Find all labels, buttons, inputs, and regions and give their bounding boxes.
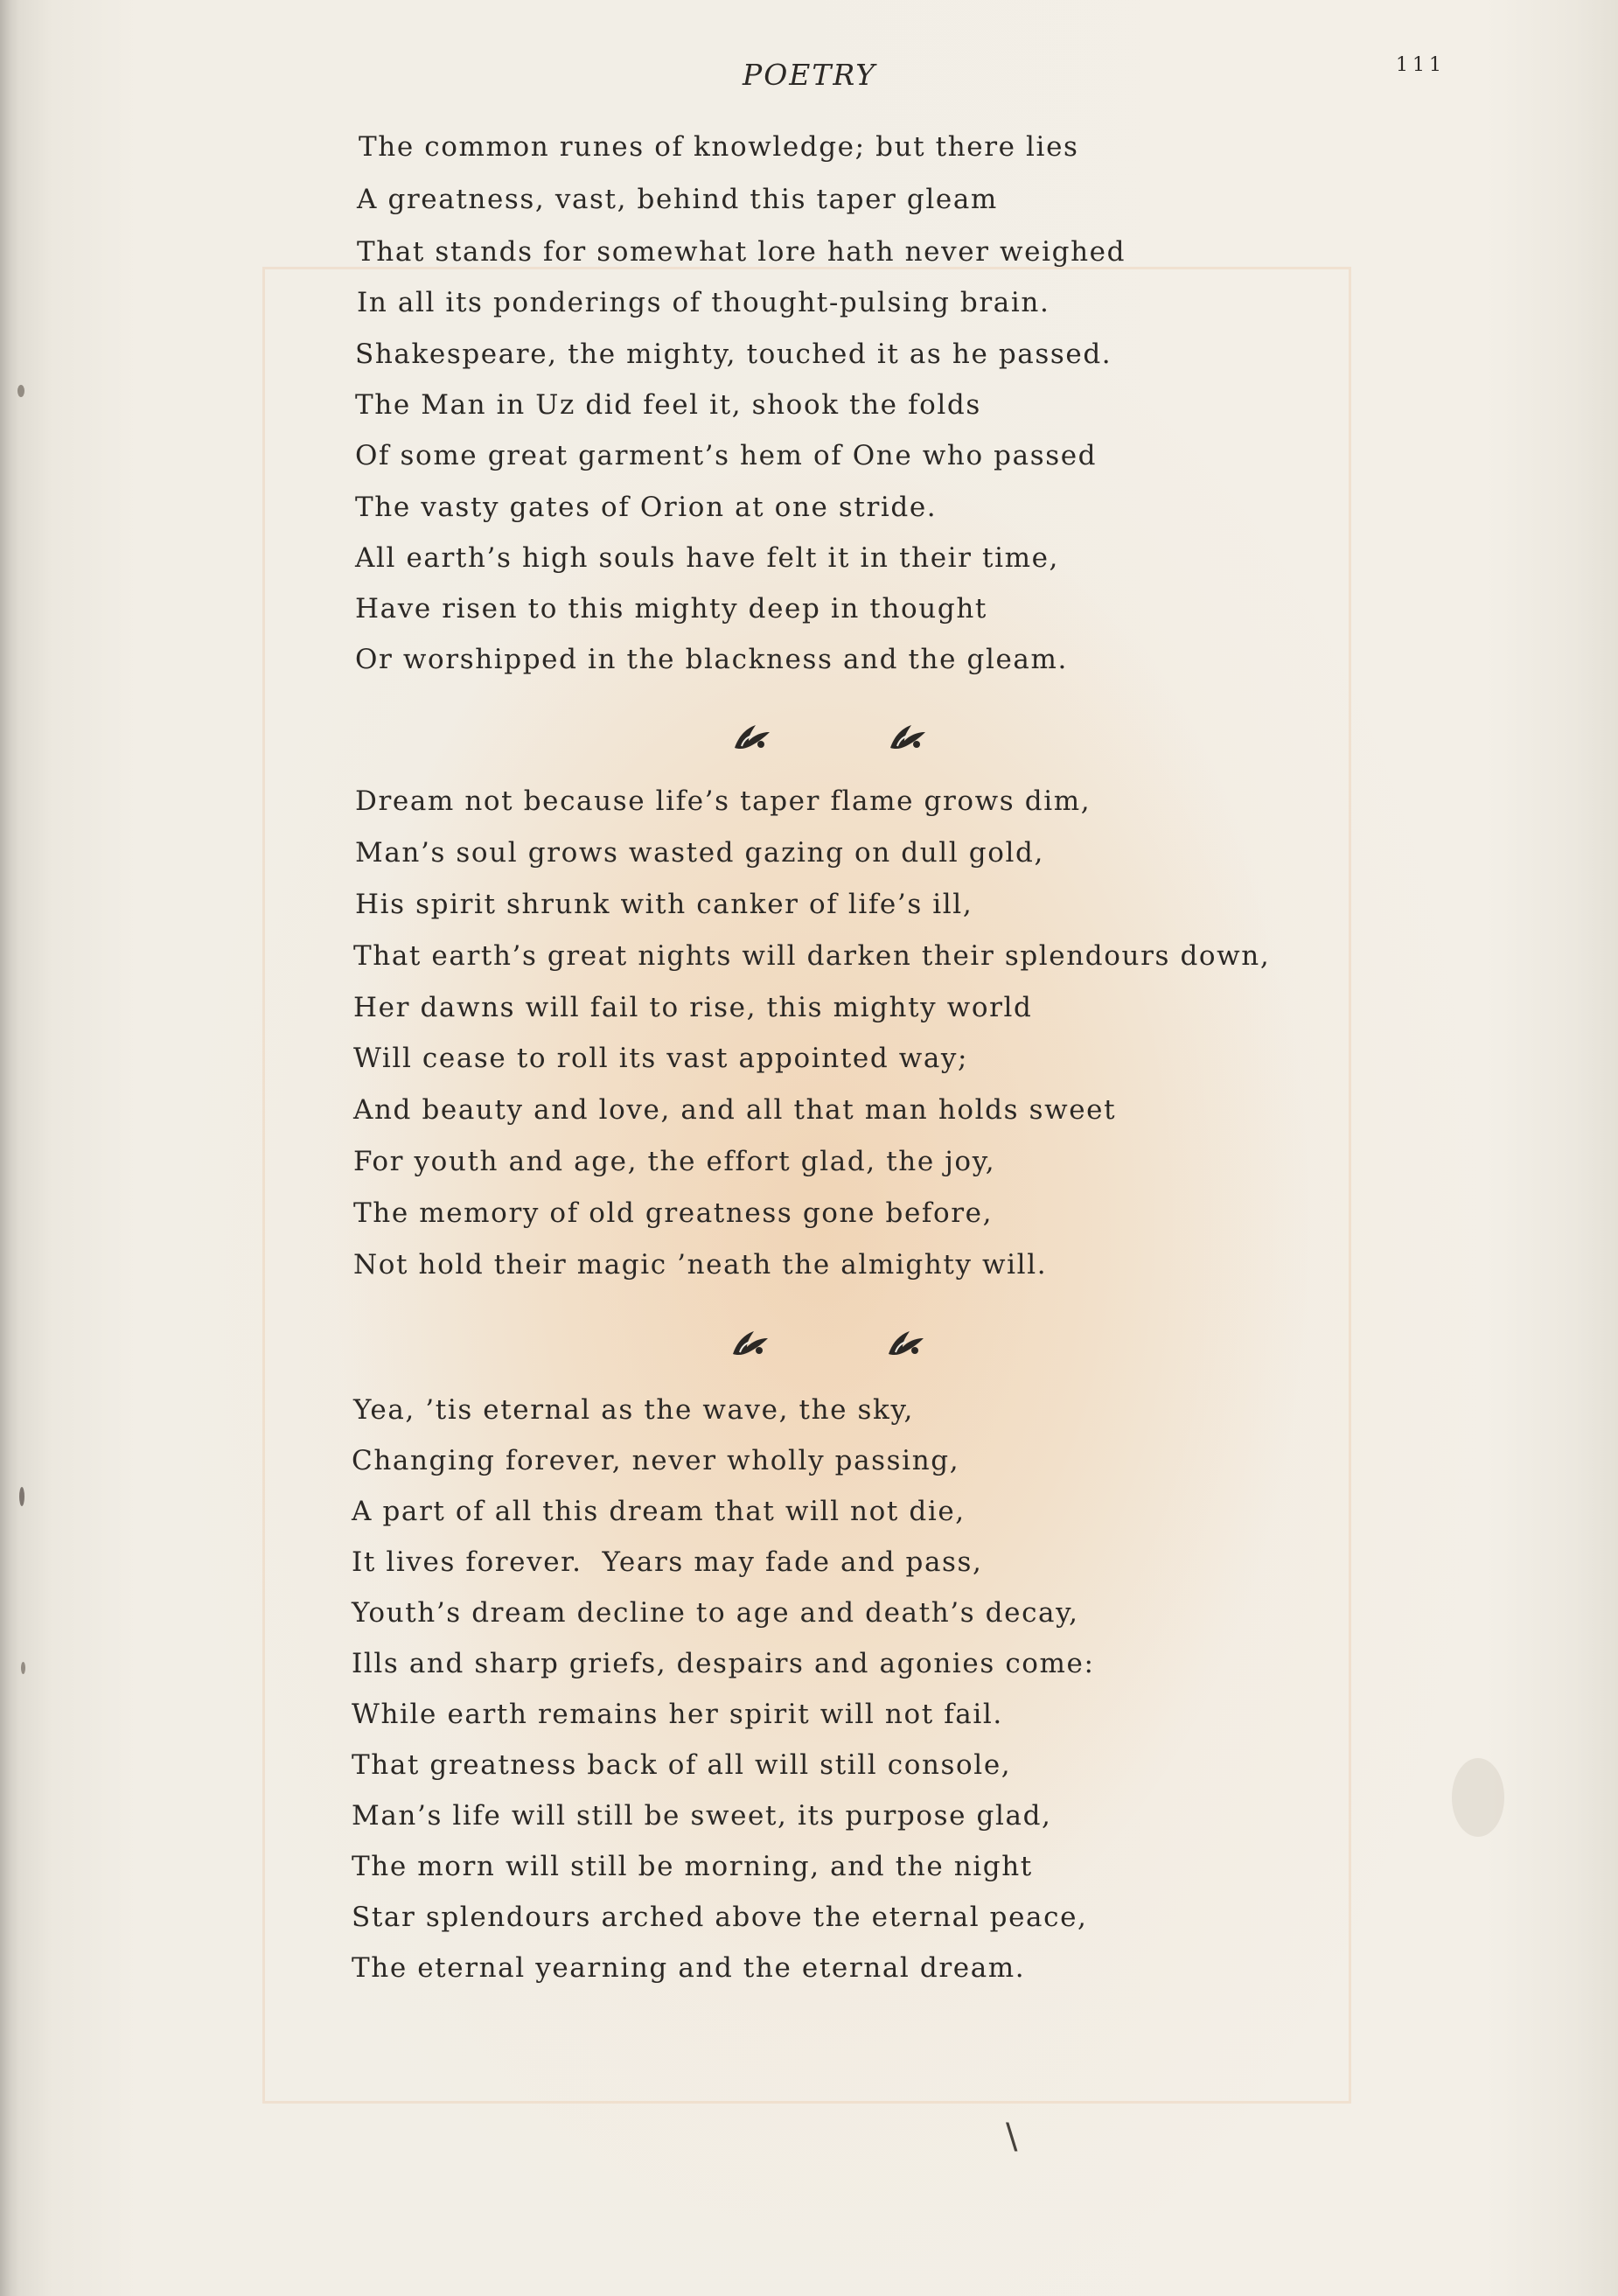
- fleuron-icon: [728, 1326, 773, 1361]
- poem-line: His spirit shrunk with canker of life’s ill,: [355, 889, 973, 920]
- poem-line: Her dawns will fail to rise, this mighty world: [353, 992, 1033, 1023]
- poem-line: Ills and sharp griefs, despairs and agonies come:: [352, 1648, 1095, 1679]
- poem-line: Not hold their magic ’neath the almighty will.: [353, 1249, 1048, 1281]
- poem-line: Changing forever, never wholly passing,: [352, 1445, 960, 1476]
- poem-line: Man’s life will still be sweet, its purpose glad,: [352, 1800, 1052, 1832]
- poem-line: That earth’s great nights will darken their splendours down,: [353, 940, 1271, 972]
- poem-line: For youth and age, the effort glad, the joy,: [353, 1146, 996, 1177]
- poem-line: The morn will still be morning, and the night: [352, 1851, 1033, 1882]
- poem-line: That greatness back of all will still console,: [352, 1749, 1012, 1781]
- poem-line: The memory of old greatness gone before,: [353, 1197, 994, 1229]
- foxing-spot: [19, 1487, 24, 1506]
- stray-mark: \: [1006, 2117, 1018, 2157]
- poem-line: Man’s soul grows wasted gazing on dull gold,: [355, 837, 1044, 869]
- ornament-break-1: [729, 715, 931, 759]
- poem-line: In all its ponderings of thought-pulsing brain.: [357, 287, 1050, 318]
- poem-line: Star splendours arched above the eternal peace,: [352, 1902, 1088, 1933]
- poem-line: It lives forever. Years may fade and pass,: [352, 1546, 983, 1578]
- poem-line: All earth’s high souls have felt it in their time,: [355, 542, 1060, 574]
- running-head: POETRY: [743, 58, 876, 92]
- poem-line: While earth remains her spirit will not fail.: [352, 1699, 1003, 1730]
- poem-line: Or worshipped in the blackness and the gleam.: [355, 644, 1068, 675]
- poem-line: The vasty gates of Orion at one stride.: [355, 492, 938, 523]
- foxing-spot: [17, 385, 24, 397]
- page-number: 111: [1396, 54, 1446, 76]
- poem-line: Yea, ’tis eternal as the wave, the sky,: [353, 1394, 914, 1426]
- poem-line: And beauty and love, and all that man holds sweet: [353, 1094, 1117, 1126]
- ornament-break-2: [728, 1322, 929, 1365]
- poem-line: That stands for somewhat lore hath never weighed: [357, 236, 1126, 268]
- poem-line: Will cease to roll its vast appointed way;: [353, 1043, 969, 1074]
- fleuron-icon: [885, 720, 931, 755]
- foxing-spot: [1452, 1758, 1504, 1837]
- poem-line: Youth’s dream decline to age and death’s decay,: [352, 1597, 1079, 1629]
- poem-line: A greatness, vast, behind this taper gleam: [357, 184, 998, 215]
- fleuron-icon: [883, 1326, 929, 1361]
- poem-line: The Man in Uz did feel it, shook the folds: [355, 389, 981, 421]
- poem-line: Shakespeare, the mighty, touched it as he passed.: [355, 338, 1112, 370]
- book-spine-shadow: [0, 0, 19, 2296]
- poem-line: Dream not because life’s taper flame grows dim,: [355, 785, 1091, 817]
- poem-line: Of some great garment’s hem of One who passed: [355, 440, 1098, 471]
- poem-line: The common runes of knowledge; but there lies: [359, 131, 1079, 163]
- poem-line: The eternal yearning and the eternal dream.: [352, 1952, 1026, 1984]
- fleuron-icon: [729, 720, 775, 755]
- foxing-spot: [21, 1662, 25, 1674]
- poem-line: Have risen to this mighty deep in thought: [355, 593, 987, 625]
- poem-line: A part of all this dream that will not die,: [352, 1496, 966, 1527]
